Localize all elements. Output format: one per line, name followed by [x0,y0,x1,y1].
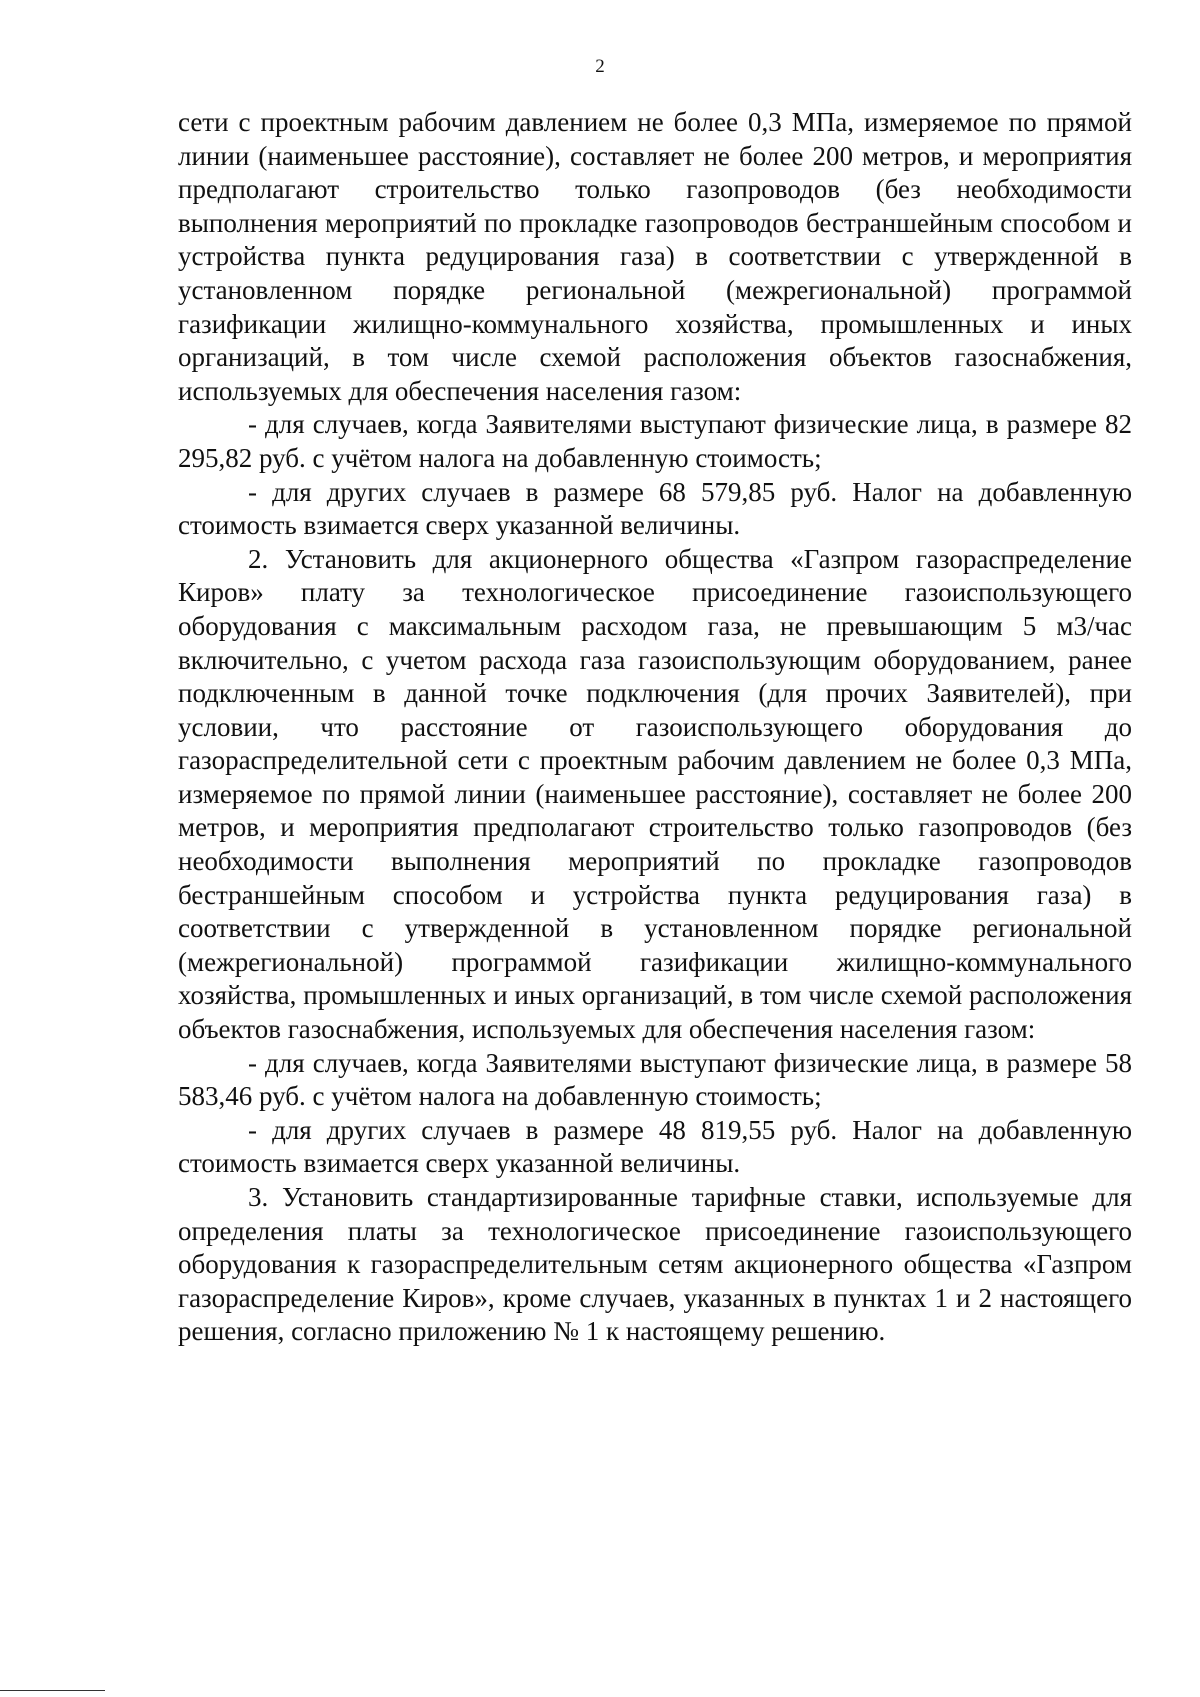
page-number: 2 [595,56,605,77]
paragraph-continuation: сети с проектным рабочим давлением не более 0,3 МПа, измеряемое по прямой линии (наименьшее расстояние), составляет не более 200 метров, и мероприятия предполагают строительство только газопроводов (без необходимости выполнения мероприятий по прокладке газопроводов бестраншейным способом и устройства пункта редуцирования газа) в соответствии с утвержденной в установленном порядке региональной (межрегиональной) программой газификации жилищно-коммунального хозяйства, промышленных и иных организаций, в том числе схемой расположения объектов газоснабжения, используемых для обеспечения населения газом: [178,107,1132,406]
footer-divider [0,1690,105,1691]
paragraph-other-fee-2: - для других случаев в размере 48 819,55 руб. Налог на добавленную стоимость взимается сверх указанной величины. [178,1114,1132,1179]
paragraph-individuals-fee-2: - для случаев, когда Заявителями выступают физические лица, в размере 58 583,46 руб. с учётом налога на добавленную стоимость; [178,1047,1132,1112]
paragraph-item-2: 2. Установить для акционерного общества «Газпром газораспределение Киров» плату за технологическое присоединение газоиспользующего оборудования с максимальным расходом газа, не превышающим 5 м3/час включительно, с учетом расхода газа газоиспользующим оборудованием, ранее подключенным в данной точке подключения (для прочих Заявителей), при условии, что расстояние от газоиспользующего оборудования до газораспределительной сети с проектным рабочим давлением не более 0,3 МПа, измеряемое по прямой линии (наименьшее расстояние), составляет не более 200 метров, и мероприятия предполагают строительство только газопроводов (без необходимости выполнения мероприятий по прокладке газопроводов бестраншейным способом и устройства пункта редуцирования газа) в соответствии с утвержденной в установленном порядке региональной (межрегиональной) программой газификации жилищно-коммунального хозяйства, промышленных и иных организаций, в том числе схемой расположения объектов газоснабжения, используемых для обеспечения населения газом: [178,543,1132,1045]
document-body [178,106,1132,1349]
paragraph-item-3: 3. Установить стандартизированные тарифные ставки, используемые для определения платы за технологическое присоединение газоиспользующего оборудования к газораспределительным сетям акционерного общества «Газпром газораспределение Киров», кроме случаев, указанных в пунктах 1 и 2 настоящего решения, согласно приложению № 1 к настоящему решению. [178,1182,1132,1347]
paragraph-other-fee-1: - для других случаев в размере 68 579,85 руб. Налог на добавленную стоимость взимается сверх указанной величины. [178,476,1132,541]
paragraph-individuals-fee-1: - для случаев, когда Заявителями выступают физические лица, в размере 82 295,82 руб. с учётом налога на добавленную стоимость; [178,409,1132,473]
